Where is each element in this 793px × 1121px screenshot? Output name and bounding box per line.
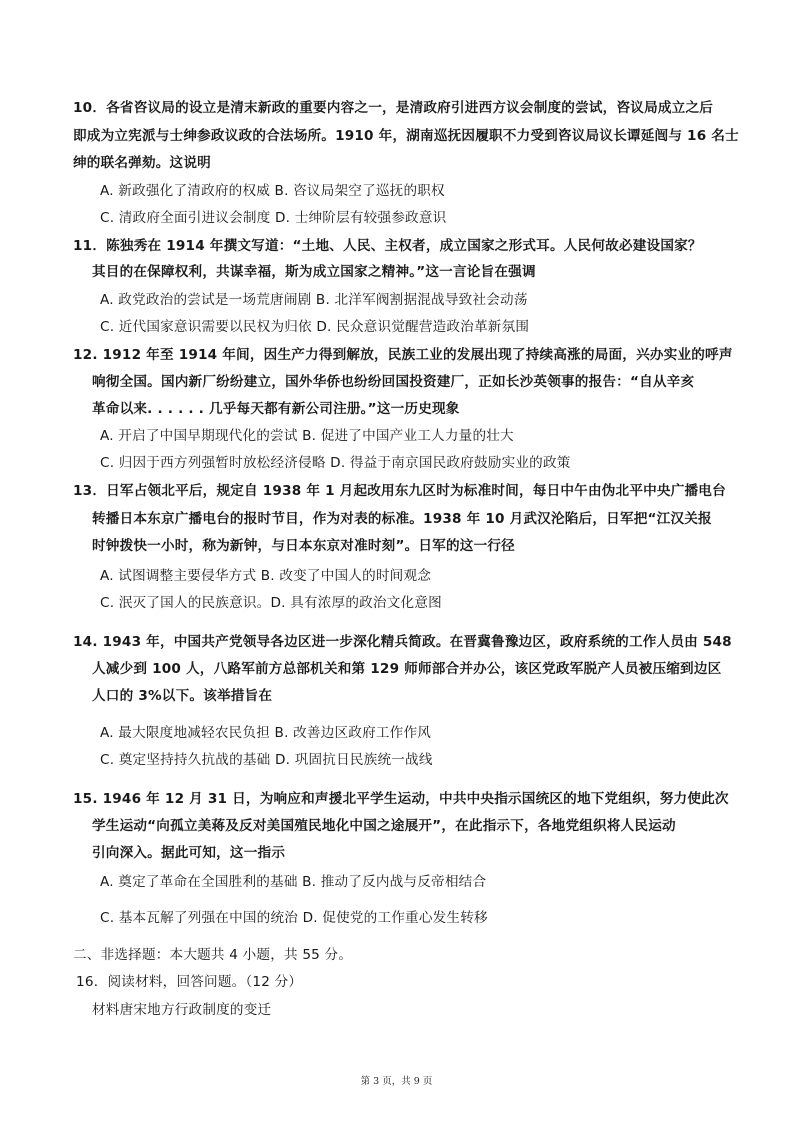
q16-stem: 16．阅读材料，回答问题。（12 分）: [76, 974, 303, 990]
q15-stem-line-2: 学生运动“向孤立美蒋及反对美国殖民地化中国之途展开”，在此指示下，各地党组织将人民运动: [92, 818, 676, 834]
q13-options-cd: C. 泯灭了国人的民族意识。D. 具有浓厚的政治文化意图: [100, 595, 442, 611]
q11-stem-line-2: 其目的在保障权利，共谋幸福，斯为成立国家之精神。”这一言论旨在强调: [92, 264, 536, 280]
q11-options-ab: A. 政党政治的尝试是一场荒唐闹剧 B. 北洋军阀割据混战导致社会动荡: [100, 292, 528, 308]
q15-options-cd: C. 基本瓦解了列强在中国的统治 D. 促使党的工作重心发生转移: [100, 910, 488, 926]
page-number: 第 3 页，共 9 页: [360, 1076, 433, 1087]
q14-options-ab: A. 最大限度地减轻农民负担 B. 改善边区政府工作作风: [100, 725, 432, 741]
q11-options-cd: C. 近代国家意识需要以民权为归依 D. 民众意识觉醒营造政治革新氛围: [100, 319, 530, 335]
q10-stem-line-1: 10．各省咨议局的设立是清末新政的重要内容之一，是清政府引进西方议会制度的尝试，咨议局成立之后: [73, 100, 714, 116]
q15-options-ab: A. 奠定了革命在全国胜利的基础 B. 推动了反内战与反帝相结合: [100, 874, 487, 890]
section2-heading: 二、非选择题：本大题共 4 小题，共 55 分。: [73, 947, 353, 963]
q10-stem-line-3: 绅的联名弹劾。这说明: [73, 155, 211, 171]
q12-stem-line-1: 12. 1912 年至 1914 年间，因生产力得到解放，民族工业的发展出现了持续高涨的局面，兴办实业的呼声: [73, 347, 733, 363]
q13-options-ab: A. 试图调整主要侵华方式 B. 改变了中国人的时间观念: [100, 568, 432, 584]
q12-options-cd: C. 归因于西方列强暂时放松经济侵略 D. 得益于南京国民政府鼓励实业的政策: [100, 455, 571, 471]
q11-stem-line-1: 11．陈独秀在 1914 年撰文写道：“土地、人民、主权者，成立国家之形式耳。人民何故必建设国家？: [73, 238, 702, 254]
q12-stem-line-3: 革命以来. . . . . . 几乎每天都有新公司注册。”这一历史现象: [92, 401, 460, 417]
q14-stem-line-1: 14. 1943 年，中国共产党领导各边区进一步深化精兵简政。在晋冀鲁豫边区，政府系统的工作人员由 548: [73, 634, 732, 650]
q10-options-cd: C. 清政府全面引进议会制度 D. 士绅阶层有较强参政意识: [100, 210, 447, 226]
q14-stem-line-3: 人口的 3%以下。该举措旨在: [92, 688, 273, 704]
q16-material-title: 材料唐宋地方行政制度的变迁: [92, 1002, 272, 1018]
q10-stem-line-2: 即成为立宪派与士绅参政议政的合法场所。1910 年，湖南巡抚因履职不力受到咨议局议长谭延闿与 16 名士: [73, 128, 739, 144]
q12-stem-line-2: 响彻全国。国内新厂纷纷建立，国外华侨也纷纷回国投资建厂，正如长沙英领事的报告：“自从辛亥: [92, 374, 695, 390]
q13-stem-line-3: 时钟拨快一小时，称为新钟，与日本东京对准时刻”。日军的这一行径: [92, 538, 515, 554]
q14-options-cd: C. 奠定坚持持久抗战的基础 D. 巩固抗日民族统一战线: [100, 752, 433, 768]
q12-options-ab: A. 开启了中国早期现代化的尝试 B. 促进了中国产业工人力量的壮大: [100, 428, 514, 444]
q15-stem-line-1: 15. 1946 年 12 月 31 日，为响应和声援北平学生运动，中共中央指示国统区的地下党组织，努力使此次: [73, 791, 729, 807]
q13-stem-line-1: 13．日军占领北平后，规定自 1938 年 1 月起改用东九区时为标准时间，每日中午由伪北平中央广播电台: [73, 483, 726, 499]
q15-stem-line-3: 引向深入。据此可知，这一指示: [92, 845, 286, 861]
q13-stem-line-2: 转播日本东京广播电台的报时节目，作为对表的标准。1938 年 10 月武汉沦陷后，日军把“江汉关报: [92, 511, 712, 527]
q10-options-ab: A. 新政强化了清政府的权威 B. 咨议局架空了巡抚的职权: [100, 183, 445, 199]
q14-stem-line-2: 人减少到 100 人，八路军前方总部机关和第 129 师师部合并办公，该区党政军脱产人员被压缩到边区: [92, 661, 722, 677]
